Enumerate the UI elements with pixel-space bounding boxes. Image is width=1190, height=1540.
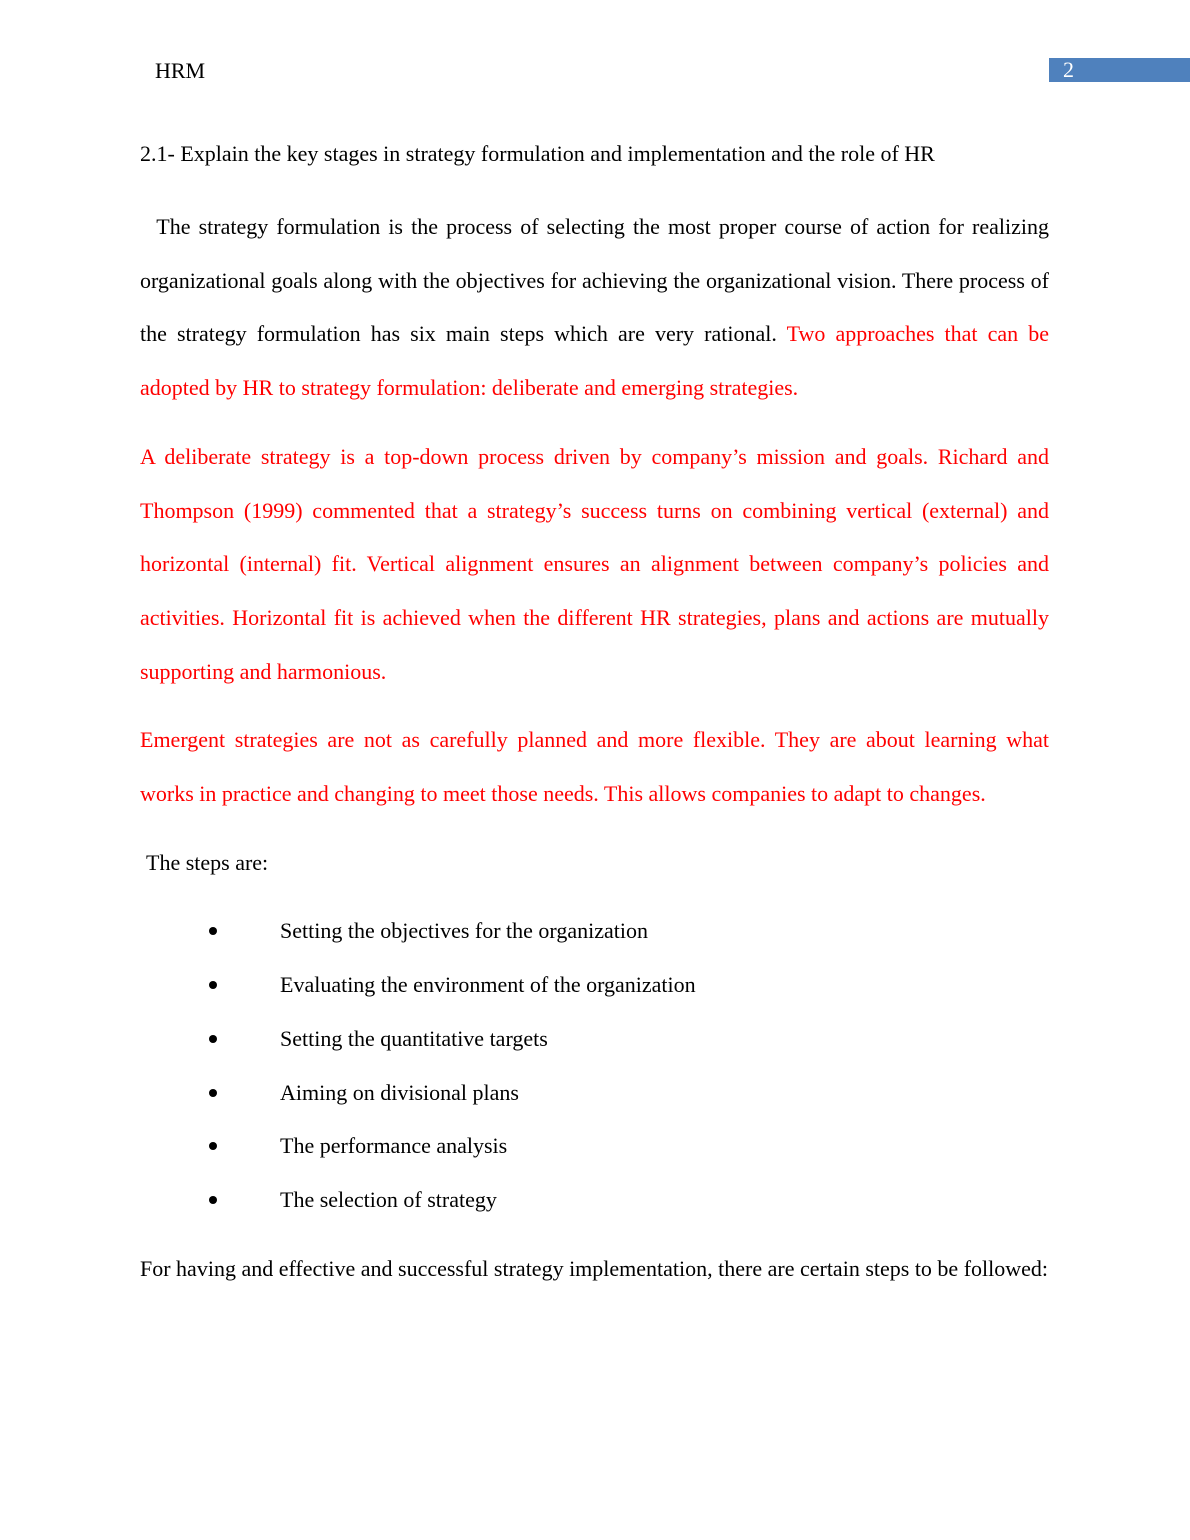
page-number: 2 — [1063, 57, 1074, 82]
list-item — [140, 1119, 1049, 1173]
list-item — [140, 1012, 1049, 1066]
list-item-text: Setting the quantitative targets — [280, 1025, 548, 1051]
paragraph-emergent-strategy: Emergent strategies are not as carefully planned and more flexible. They are about learning what works in practice and changing to meet those needs. This allows companies to adapt to changes. — [140, 727, 1049, 807]
list-item — [140, 904, 1049, 958]
steps-list — [140, 904, 1049, 1226]
paragraph-text: The strategy formulation is the process of selecting the most proper course of action for realizing organizational goals along with the objectives for achieving the organizational vision. There process of the strategy formulation has six main steps which are very rational. — [140, 214, 1050, 347]
section-heading: 2.1- Explain the key stages in strategy formulation and implementation and the role of HR — [140, 141, 935, 166]
paragraph-implementation: For having and effective and successful strategy implementation, there are certain steps to be followed: — [140, 1255, 1049, 1281]
list-item-text: The performance analysis — [280, 1133, 508, 1159]
bullet-icon — [209, 1035, 217, 1043]
bullet-icon — [209, 1196, 217, 1204]
list-item — [140, 1173, 1049, 1227]
list-item-text: Aiming on divisional plans — [280, 1079, 519, 1105]
header-title: HRM — [155, 58, 206, 83]
bullet-icon — [209, 1089, 217, 1097]
highlighted-text: Two approaches that can be adopted by HR to strategy formulation: deliberate and emerging strategies. — [140, 321, 1050, 401]
steps-intro: The steps are: — [146, 849, 269, 875]
list-item-text: Setting the objectives for the organization — [280, 918, 648, 944]
paragraph-strategy-formulation — [140, 200, 1049, 415]
list-item-text: The selection of strategy — [280, 1186, 497, 1212]
document-body — [140, 138, 1049, 1295]
bullet-icon — [209, 981, 217, 989]
bullet-icon — [209, 1142, 217, 1150]
list-item-text: Evaluating the environment of the organization — [280, 972, 696, 998]
list-item — [140, 1066, 1049, 1120]
page-number-bar — [1049, 58, 1190, 82]
paragraph-deliberate-strategy: A deliberate strategy is a top-down process driven by company’s mission and goals. Richard and Thompson (1999) commented that a strategy’s success turns on combining vertical (external) and horizontal (internal) fit. Vertical alignment ensures an alignment between company’s policies and activities. Horizontal fit is achieved when the different HR strategies, plans and actions are mutually supporting and harmonious. — [140, 443, 1049, 684]
list-item — [140, 958, 1049, 1012]
bullet-icon — [209, 927, 217, 935]
